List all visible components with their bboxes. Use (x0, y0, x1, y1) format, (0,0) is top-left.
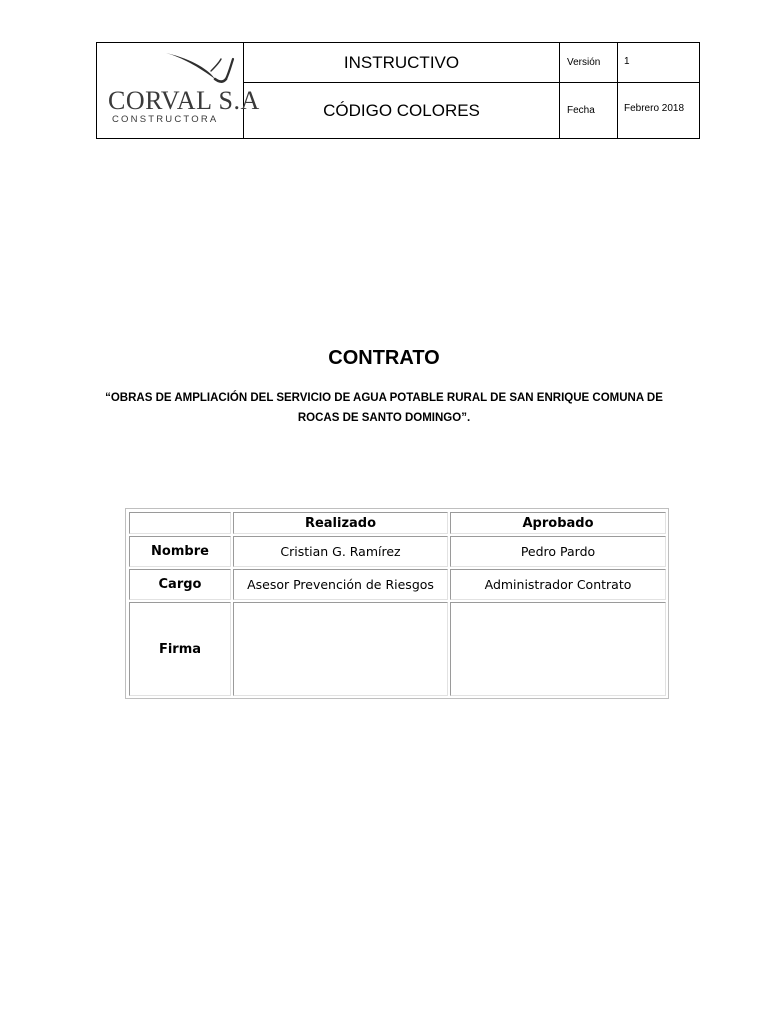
signature-table (125, 508, 669, 699)
aprobado-firma (450, 602, 666, 696)
row-label-firma: Firma (129, 602, 231, 696)
date-value: Febrero 2018 (624, 103, 685, 114)
table-header-empty (129, 512, 231, 534)
logo-wordmark: CORVAL S.A (108, 86, 260, 115)
version-value: 1 (624, 56, 630, 67)
row-label-cargo: Cargo (129, 569, 231, 600)
realizado-nombre: Cristian G. Ramírez (233, 536, 448, 567)
date-label: Fecha (567, 105, 595, 116)
realizado-cargo: Asesor Prevención de Riesgos (233, 569, 448, 600)
company-logo (97, 43, 260, 138)
table-header-aprobado: Aprobado (450, 512, 666, 534)
table-header-realizado: Realizado (233, 512, 448, 534)
document-code-title: CÓDIGO COLORES (323, 100, 480, 120)
document-type-title: INSTRUCTIVO (343, 52, 460, 72)
document-header-table (96, 42, 700, 139)
corval-swoosh-logo-icon (163, 49, 243, 91)
logo-tagline: CONSTRUCTORA (112, 114, 219, 125)
document-subtitle: “OBRAS DE AMPLIACIÓN DEL SERVICIO DE AGUA POTABLE RURAL DE SAN ENRIQUE COMUNA DE ROCAS DE SANTO DOMINGO”. (105, 392, 663, 424)
row-label-nombre: Nombre (129, 536, 231, 567)
document-title: CONTRATO (328, 347, 440, 369)
aprobado-nombre: Pedro Pardo (450, 536, 666, 567)
version-label: Versión (567, 57, 601, 68)
realizado-firma (233, 602, 448, 696)
aprobado-cargo: Administrador Contrato (450, 569, 666, 600)
